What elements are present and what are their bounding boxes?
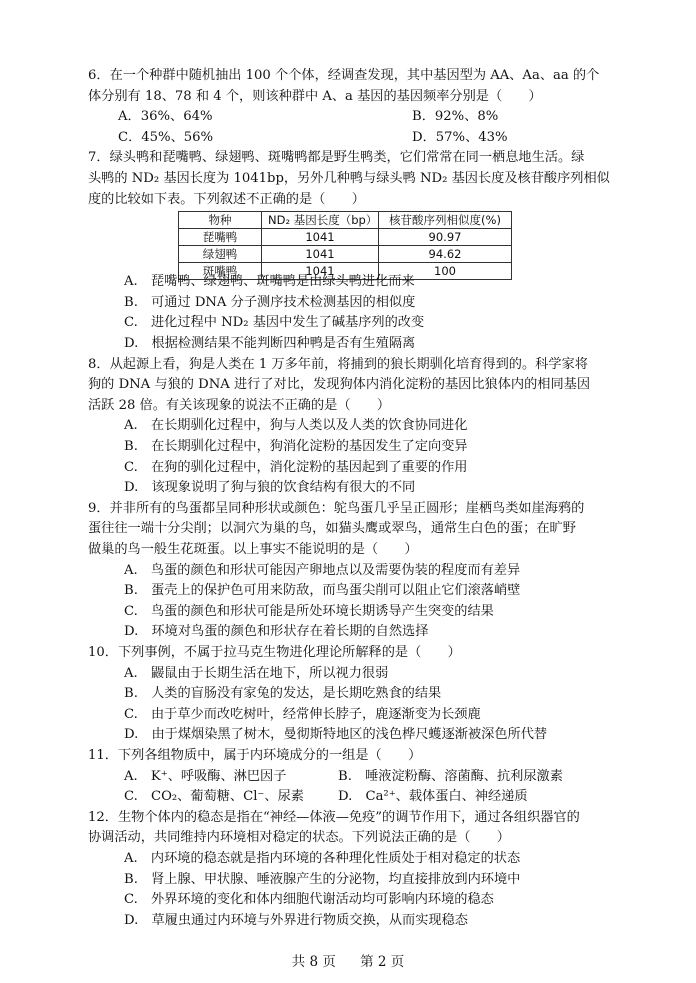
q7-comparison-table [178,211,512,280]
q6-option-b: B．92%、8% [412,109,499,125]
q11-option-d: D. Ca²⁺、载体蛋白、神经递质 [338,789,528,805]
q8-option-b: B. 在长期驯化过程中，狗消化淀粉的基因发生了定向变异 [124,439,468,454]
q8-option-d: D. 该现象说明了狗与狼的饮食结构有很大的不同 [124,480,416,496]
q8-option-a: A. 在长期驯化过程中，狗与人类以及人类的饮食协同进化 [124,418,468,434]
q12-option-c: C. 外界环境的变化和体内细胞代谢活动均可影响内环境的稳态 [124,892,494,908]
table-row [179,246,512,263]
total-pages: 共 8 页 [291,954,336,970]
q7-option-b: B. 可通过 DNA 分子测序技术检测基因的相似度 [124,294,416,310]
table-cell: 1041 [262,246,379,263]
current-page: 第 2 页 [360,954,405,970]
q8-stem-line3: 活跃 28 倍。有关该现象的说法不正确的是（ ） [88,397,391,413]
q12-option-a: A. 内环境的稳态就是指内环境的各种理化性质处于相对稳定的状态 [124,851,521,866]
q7-stem-line2: 头鸭的 ND₂ 基因长度为 1041bp，另外几种鸭与绿头鸭 ND₂ 基因长度及核苷酸序列相似 [88,171,610,186]
q12-options-anchor [124,920,684,921]
table-header-row [179,212,512,229]
q12-option-d: D. 草履虫通过内环境与外界进行物质交换，从而实现稳态 [124,912,468,928]
q9-stem-line3: 做巢的鸟一般生花斑蛋。以上事实不能说明的是（ ） [88,542,418,557]
q11-stem-line1: 11．下列各组物质中，属于内环境成分的一组是（ ） [88,748,422,763]
q7-option-d: D. 根据检测结果不能判断四种鸭是否有生殖隔离 [124,336,416,351]
table-cell: 绿翅鸭 [179,246,262,263]
q9-stem-line1: 9．并非所有的鸟蛋都呈同种形状或颜色：鸵鸟蛋几乎呈正圆形；崖栖鸟类如崖海鸦的 [88,500,585,516]
table-cell: 100 [379,263,512,280]
q11-option-b: B. 唾液淀粉酶、溶菌酶、抗利尿激素 [338,768,563,784]
table-cell: 90.97 [379,229,512,246]
q6-option-d: D．57%、43% [412,129,508,145]
q12-option-b: B. 肾上腺、甲状腺、唾液腺产生的分泌物，均直接排放到内环境中 [124,871,521,887]
q9-option-a: A. 鸟蛋的颜色和形状可能因产卵地点以及需要伪装的程度而有差异 [124,562,521,578]
q9-option-c: C. 鸟蛋的颜色和形状可能是所处环境长期诱导产生突变的结果 [124,603,494,619]
q6-stem-line2: 体分别有 18、78 和 4 个，则该种群中 A、a 基因的基因频率分别是（ ） [88,88,542,104]
table-header-cell: 物种 [179,212,262,229]
q9-stem-line2: 蛋往往一端十分尖削；以洞穴为巢的鸟，如猫头鹰或翠鸟，通常生白色的蛋；在旷野 [88,521,576,537]
q6-option-c: C．45%、56% [118,129,214,145]
q6-option-a: A．36%、64% [118,109,213,125]
table-header-cell: 核苷酸序列相似度(%) [379,212,512,229]
q9-option-d: D. 环境对鸟蛋的颜色和形状存在着长期的自然选择 [124,624,429,640]
q7-option-a: A. 琵嘴鸭、绿翅鸭、斑嘴鸭是由绿头鸭进化而来 [124,274,415,290]
table-cell: 94.62 [379,246,512,263]
q11-option-c: C. CO₂、葡萄糖、Cl⁻、尿素 [124,789,304,805]
q11-option-a: A. K⁺、呼吸酶、淋巴因子 [124,768,287,784]
table-cell: 斑嘴鸭 [179,263,262,280]
q9-option-b: B. 蛋壳上的保护色可用来防敌，而鸟蛋尖削可以阻止它们滚落峭壁 [124,583,521,599]
q10-option-b: B. 人类的盲肠没有家兔的发达，是长期吃熟食的结果 [124,686,442,702]
q10-stem-line1: 10．下列事例，不属于拉马克生物进化理论所解释的是（ ） [88,645,461,660]
q7-stem-line1: 7．绿头鸭和琵嘴鸭、绿翅鸭、斑嘴鸭都是野生鸭类，它们常常在同一栖息地生活。绿 [88,150,585,166]
table-cell: 1041 [262,263,379,280]
q10-option-c: C. 由于草少而改吃树叶，经常伸长脖子，鹿逐渐变为长颈鹿 [124,706,481,722]
q12-stem-line2: 协调活动，共同维持内环境相对稳定的状态。下列说法正确的是（ ） [88,830,510,846]
q10-option-a: A. 鼹鼠由于长期生活在地下，所以视力很弱 [124,665,389,681]
q6-stem-line1: 6．在一个种群中随机抽出 100 个个体，经调查发现，其中基因型为 AA、Aa、aa 的个 [88,68,600,83]
table-cell: 1041 [262,229,379,246]
q7-option-c: C. 进化过程中 ND₂ 基因中发生了碱基序列的改变 [124,315,425,331]
q8-stem-line1: 8．从起源上看，狗是人类在 1 万多年前，将捕到的狼长期驯化培育得到的。科学家将 [88,356,588,372]
q8-stem-line2: 狗的 DNA 与狼的 DNA 进行了对比，发现狗体内消化淀粉的基因比狼体内的相同基因 [88,377,591,393]
q10-option-d: D. 由于煤烟染黑了树木，曼彻斯特地区的浅色桦尺蠖逐渐被深色所代替 [124,727,548,743]
table-header-cell: ND₂ 基因长度（bp） [262,212,379,229]
q8-option-c: C. 在狗的驯化过程中，消化淀粉的基因起到了重要的作用 [124,459,468,475]
q7-stem-line3: 度的比较如下表。下列叙述不正确的是（ ） [88,191,365,207]
table-cell: 琵嘴鸭 [179,229,262,246]
table-row [179,229,512,246]
q12-stem-line1: 12．生物个体内的稳态是指在“神经—体液—免疫”的调节作用下，通过各组织器官的 [88,809,580,825]
page-footer [0,950,696,970]
